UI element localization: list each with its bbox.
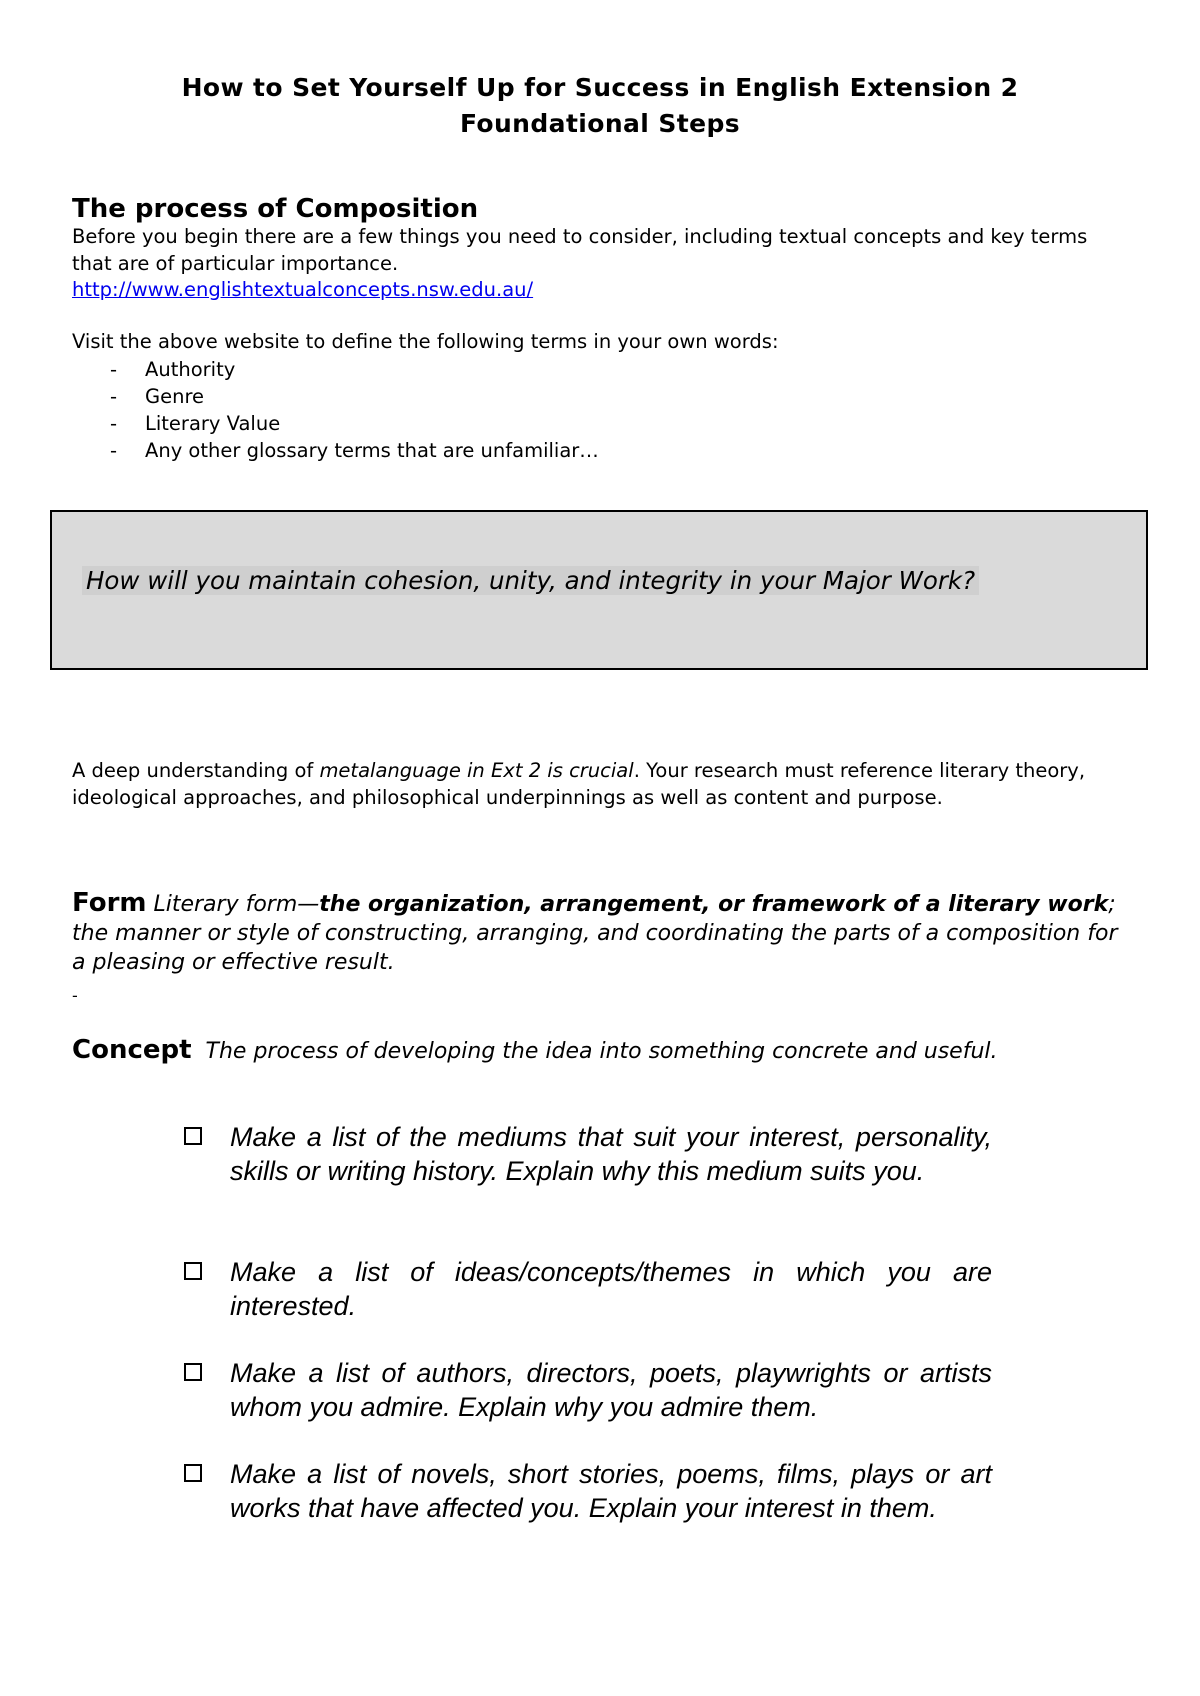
metalanguage-text-2: . Your research must reference literary theory, ideological approaches, and philosophical underpinnings as well as content and purpose. bbox=[72, 759, 1086, 809]
concept-label: Concept bbox=[72, 1035, 192, 1065]
metalanguage-paragraph bbox=[72, 758, 1132, 811]
form-bold-definition: the organization, arrangement, or framework of a literary work bbox=[319, 892, 1109, 917]
form-rest: ; the manner or style of constructing, arranging, and coordinating the parts of a composition for a pleasing or effective result. bbox=[72, 892, 1118, 975]
checklist-text: Make a list of the mediums that suit your interest, personality, skills or writing history. Explain why this medium suits you. bbox=[230, 1122, 992, 1186]
list-item bbox=[184, 1255, 992, 1356]
guiding-question bbox=[82, 564, 1120, 598]
list-item bbox=[184, 1457, 992, 1525]
checklist-text: Make a list of authors, directors, poets, playwrights or artists whom you admire. Explain why you admire them. bbox=[230, 1358, 992, 1422]
question-text: How will you maintain cohesion, unity, and integrity in your Major Work? bbox=[82, 566, 979, 595]
list-item: - Genre bbox=[110, 385, 205, 408]
term-label: Literary Value bbox=[145, 412, 281, 435]
title-line-2: Foundational Steps bbox=[459, 109, 741, 138]
visit-instruction: Visit the above website to define the following terms in your own words: bbox=[72, 330, 779, 353]
terms-list bbox=[72, 356, 599, 464]
list-item: - Any other glossary terms that are unfamiliar… bbox=[110, 439, 599, 462]
checklist-text: Make a list of ideas/concepts/themes in which you are interested. bbox=[230, 1257, 992, 1321]
list-item bbox=[184, 1120, 992, 1255]
metalanguage-text-1: A deep understanding of bbox=[72, 759, 320, 782]
checkbox-icon[interactable] bbox=[184, 1262, 202, 1280]
checkbox-icon[interactable] bbox=[184, 1127, 202, 1145]
term-label: Genre bbox=[145, 385, 205, 408]
title-line-1: How to Set Yourself Up for Success in English Extension 2 bbox=[181, 73, 1019, 102]
term-label: Authority bbox=[145, 358, 236, 381]
checkbox-icon[interactable] bbox=[184, 1464, 202, 1482]
form-dash: - bbox=[72, 986, 78, 1005]
document-title bbox=[0, 70, 1200, 142]
textual-concepts-link[interactable]: http://www.englishtextualconcepts.nsw.edu.au/ bbox=[72, 278, 534, 301]
checkbox-icon[interactable] bbox=[184, 1363, 202, 1381]
question-box bbox=[50, 510, 1148, 670]
form-label: Form bbox=[72, 888, 147, 918]
list-item bbox=[184, 1356, 992, 1457]
concept-text: The process of developing the idea into something concrete and useful. bbox=[205, 1039, 998, 1064]
term-label: Any other glossary terms that are unfamiliar… bbox=[145, 439, 599, 462]
concept-checklist bbox=[184, 1120, 992, 1525]
checklist-text: Make a list of novels, short stories, poems, films, plays or art works that have affected you. Explain your interest in them. bbox=[230, 1459, 992, 1523]
list-item: - Literary Value bbox=[110, 412, 281, 435]
list-item: - Authority bbox=[110, 358, 236, 381]
form-lead: Literary form— bbox=[146, 892, 320, 917]
metalanguage-emphasis: metalanguage in Ext 2 is crucial bbox=[319, 759, 634, 782]
concept-definition bbox=[72, 1034, 998, 1068]
section-heading: The process of Composition bbox=[72, 194, 479, 224]
form-definition bbox=[72, 889, 1132, 977]
intro-paragraph: Before you begin there are a few things you need to consider, including textual concepts and key terms that are of particular importance. bbox=[72, 225, 1088, 275]
